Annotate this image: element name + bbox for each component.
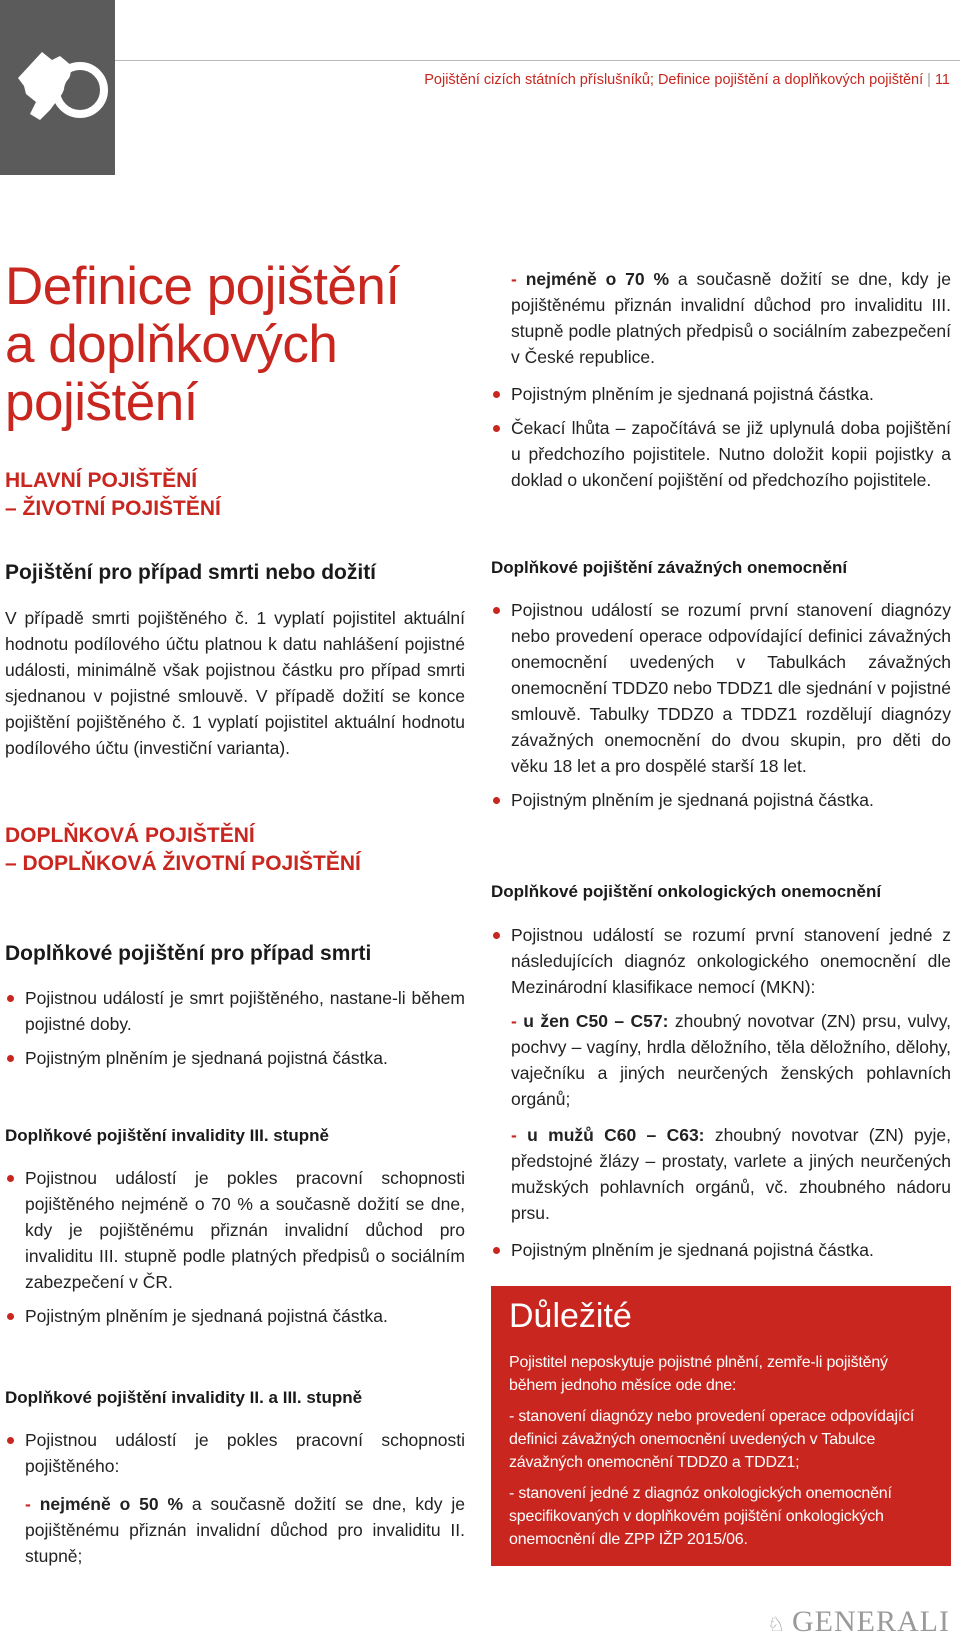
- oncology-list-cont: [491, 1237, 951, 1271]
- caps-line: HLAVNÍ POJIŠTĚNÍ: [5, 469, 198, 492]
- list-item: [491, 1237, 951, 1263]
- disability-2-3-list: [5, 1427, 465, 1487]
- list-item: [5, 985, 465, 1037]
- dash-marker: -: [25, 1494, 40, 1514]
- supp-death-list: [5, 985, 465, 1079]
- dash-text: zhoubný novotvar (ZN) pyje, předstojné žlázy – prostaty, varlete a jiných neurčených mužských pohlavních orgánů, vč. zhoubného nádoru prsu.: [511, 1125, 951, 1223]
- list-item-text: Pojistným plněním je sjednaná pojistná částka.: [25, 1306, 388, 1326]
- title-line-3: pojištění: [5, 373, 198, 432]
- brand-name: GENERALI: [792, 1605, 950, 1638]
- header-title: Pojištění cizích státních příslušníků; Definice pojištění a doplňkových pojištění: [424, 72, 924, 88]
- list-item-text: Čekací lhůta – započítává se již uplynulá doba pojištění u předchozího pojistitele. Nutno doložit kopii pojistky a doklad o ukončení pojištění od předchozího pojistitele.: [511, 418, 951, 490]
- running-header: Pojištění cizích státních příslušníků; Definice pojištění a doplňkových pojištění | 11: [424, 72, 950, 88]
- bullet-dot: [493, 391, 500, 398]
- disability-3-heading: Doplňkové pojištění invalidity III. stupně: [5, 1126, 329, 1145]
- list-item: [491, 415, 951, 493]
- list-item-text: Pojistným plněním je sjednaná pojistná částka.: [511, 384, 874, 404]
- list-item-text: Pojistnou událostí je pokles pracovní schopnosti pojištěného nejméně o 70 % a současně dožití se dne, kdy je pojištěnému přiznán invalidní důchod pro invaliditu III. stupně podle platných předpisů o sociálním zabezpečení v ČR.: [25, 1168, 465, 1292]
- disability-3-list: [5, 1165, 465, 1337]
- list-item-text: Pojistnou událostí je pokles pracovní schopnosti pojištěného:: [25, 1430, 465, 1476]
- bullet-dot: [493, 797, 500, 804]
- title-line-2: a doplňkových: [5, 315, 338, 374]
- bullet-dot: [493, 932, 500, 939]
- dash-bold: nejméně o 50 %: [39, 1494, 184, 1514]
- list-item-text: Pojistným plněním je sjednaná pojistná částka.: [511, 790, 874, 810]
- bullet-dot: [493, 607, 500, 614]
- important-paragraph-1: Pojistitel neposkytuje pojistné plnění, zemře-li pojištěný během jednoho měsíce ode dne:: [509, 1354, 888, 1394]
- header-rule: [115, 60, 960, 61]
- list-item-text: Pojistnou událostí se rozumí první stanovení diagnózy nebo provedení operace odpovídající definici závažných onemocnění uvedených v Tabulkách závažných onemocnění TDDZ0 nebo TDDZ1 dle sjednání v pojistné smlouvě. Tabulky TDDZ0 a TDDZ1 rozdělují diagnózy závažných onemocnění do dvou skupin, pro děti do věku 18 let a pro dospělé starší 18 let.: [511, 600, 952, 776]
- oncology-list: [491, 922, 951, 1008]
- important-paragraph-2: - stanovení diagnózy nebo provedení operace odpovídající definici závažných onemocnění uvedených v Tabulce závažných onemocnění TDDZ0 a TDDZ1;: [509, 1408, 915, 1471]
- bullet-dot: [493, 1247, 500, 1254]
- page-title: [5, 258, 475, 432]
- dash-bold: u žen C50 – C57:: [523, 1011, 669, 1031]
- dash-text: a současně dožití se dne, kdy je pojištěnému přiznán invalidní důchod pro invaliditu III. stupně podle platných předpisů o sociálním zabezpečení v České republice.: [511, 269, 951, 367]
- main-insurance-heading: [5, 467, 221, 523]
- caps-line: – ŽIVOTNÍ POJIŠTĚNÍ: [5, 497, 221, 520]
- dash-marker: -: [511, 1011, 524, 1031]
- dash-text: a současně dožití se dne, kdy je pojištěnému přiznán invalidní důchod pro invaliditu II. stupně;: [25, 1494, 465, 1566]
- list-item: [491, 597, 951, 779]
- supp-death-heading: Doplňkové pojištění pro případ smrti: [5, 942, 372, 965]
- caps-line: – DOPLŇKOVÁ ŽIVOTNÍ POJIŠTĚNÍ: [5, 852, 361, 875]
- dash-marker: -: [511, 269, 526, 289]
- disability-2-3-list-cont: [491, 381, 951, 501]
- dash-bold: nejméně o 70 %: [525, 269, 670, 289]
- list-item: [5, 1165, 465, 1295]
- oncology-heading: Doplňkové pojištění onkologických onemocnění: [491, 882, 882, 901]
- bullet-dot: [7, 995, 14, 1002]
- dash-marker: -: [511, 1125, 528, 1145]
- list-item: [5, 1303, 465, 1329]
- list-item: [491, 922, 951, 1000]
- bullet-dot: [493, 425, 500, 432]
- dash-item-70: [491, 266, 951, 370]
- caps-line: DOPLŇKOVÁ POJIŠTĚNÍ: [5, 824, 255, 847]
- list-item: [5, 1427, 465, 1479]
- important-notice-box: [491, 1286, 951, 1566]
- serious-illness-heading: Doplňkové pojištění závažných onemocnění: [491, 558, 848, 577]
- important-title: Důležité: [509, 1297, 632, 1335]
- dash-text: zhoubný novotvar (ZN) prsu, vulvy, pochvy – vagíny, hrdla děložního, těla děložního, dělohy, vaječníku a jiných neurčených ženských pohlavních orgánů;: [511, 1011, 952, 1109]
- bullet-dot: [7, 1055, 14, 1062]
- list-item: [491, 787, 951, 813]
- list-item: [491, 381, 951, 407]
- list-item-text: Pojistným plněním je sjednaná pojistná částka.: [25, 1048, 388, 1068]
- list-item-text: Pojistnou událostí se rozumí první stanovení jedné z následujících diagnóz onkologického onemocnění dle Mezinárodní klasifikace nemocí (MKN):: [511, 925, 951, 997]
- disability-2-3-heading: Doplňkové pojištění invalidity II. a III. stupně: [5, 1388, 363, 1407]
- list-item: [5, 1045, 465, 1071]
- death-or-survival-heading: Pojištění pro případ smrti nebo dožití: [5, 561, 377, 584]
- dash-item-women: [491, 1008, 951, 1112]
- generali-logo: [767, 1605, 950, 1639]
- lion-icon: ♘: [767, 1614, 787, 1636]
- page-number: 11: [934, 72, 950, 88]
- list-item-text: Pojistnou událostí je smrt pojištěného, nastane-li během pojistné doby.: [25, 988, 465, 1034]
- magnifier-hand-icon: [0, 0, 115, 175]
- bullet-dot: [7, 1437, 14, 1444]
- dash-bold: u mužů C60 – C63:: [527, 1125, 705, 1145]
- list-item-text: Pojistným plněním je sjednaná pojistná částka.: [511, 1240, 874, 1260]
- bullet-dot: [7, 1313, 14, 1320]
- death-or-survival-paragraph: V případě smrti pojištěného č. 1 vyplatí pojistitel aktuální hodnotu podílového účtu platnou k datu nahlášení pojistné události, minimálně však pojistnou částku pro případ smrti sjednanou v pojistné smlouvě. V případě dožití se konce pojištění pojištěného č. 1 vyplatí pojistitel aktuální hodnotu podílového účtu (investiční varianta).: [5, 608, 465, 758]
- supplementary-insurance-heading: [5, 822, 361, 878]
- bullet-dot: [7, 1175, 14, 1182]
- dash-item-men: [491, 1122, 951, 1226]
- serious-illness-list: [491, 597, 951, 821]
- dash-item-50: [5, 1491, 465, 1569]
- important-paragraph-3: - stanovení jedné z diagnóz onkologických onemocnění specifikovaných v doplňkovém pojištění onkologických onemocnění dle ZPP IŽP 2015/06.: [509, 1485, 892, 1548]
- title-line-1: Definice pojištění: [5, 257, 400, 316]
